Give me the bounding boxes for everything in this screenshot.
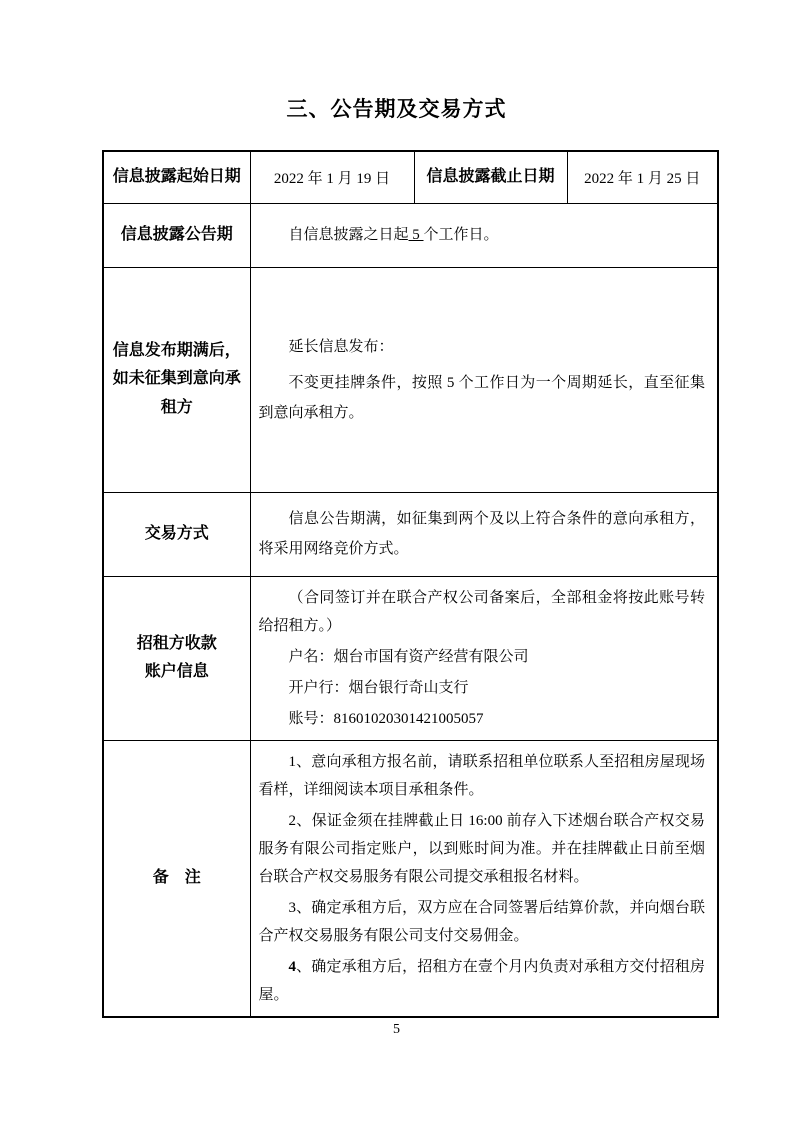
account-info-note: （合同签订并在联合产权公司备案后，全部租金将按此账号转给招租方。） bbox=[258, 589, 705, 634]
remarks-item4-number: 4 bbox=[288, 958, 296, 975]
account-name: 户名：烟台市国有资产经营有限公司 bbox=[288, 648, 529, 665]
bank-branch: 开户行：烟台银行奇山支行 bbox=[288, 679, 469, 696]
announcement-period-text bbox=[259, 220, 706, 250]
announcement-table bbox=[102, 150, 719, 1018]
transaction-method-label: 交易方式 bbox=[103, 492, 250, 576]
announcement-period-text-prefix: 自信息披露之日起 bbox=[288, 227, 409, 244]
announcement-period-label: 信息披露公告期 bbox=[103, 203, 250, 267]
remarks-item3: 3、确定承租方后，双方应在合同签署后结算价款，并向烟台联合产权交易服务有限公司支付交易佣金。 bbox=[258, 899, 705, 944]
row-transaction-method bbox=[103, 492, 718, 576]
disclosure-end-label: 信息披露截止日期 bbox=[414, 151, 567, 203]
row-remarks bbox=[103, 740, 718, 1017]
extension-policy-content bbox=[250, 267, 718, 492]
remarks-item4 bbox=[259, 953, 706, 1009]
row-disclosure-dates bbox=[103, 151, 718, 203]
disclosure-start-label: 信息披露起始日期 bbox=[103, 151, 250, 203]
row-account-info bbox=[103, 576, 718, 740]
account-info-label-line1: 招租方收款 bbox=[136, 634, 217, 652]
account-info-label-line2: 账户信息 bbox=[144, 663, 209, 681]
row-announcement-period bbox=[103, 203, 718, 267]
disclosure-start-value: 2022 年 1 月 19 日 bbox=[250, 151, 414, 203]
extension-policy-para1: 延长信息发布： bbox=[288, 338, 394, 355]
remarks-item4-text: 、确定承租方后，招租方在壹个月内负责对承租方交付招租房屋。 bbox=[258, 958, 705, 1003]
account-number: 账号：81601020301421005057 bbox=[288, 710, 484, 727]
extension-policy-para2: 不变更挂牌条件，按照 5 个工作日为一个周期延长，直至征集到意向承租方。 bbox=[258, 374, 705, 421]
transaction-method-para1: 信息公告期满，如征集到两个及以上符合条件的意向承租方，将采用网络竞价方式。 bbox=[258, 511, 705, 558]
page-number: 5 bbox=[393, 1022, 400, 1037]
remarks-content bbox=[250, 740, 718, 1017]
account-info-label bbox=[103, 576, 250, 740]
transaction-method-content bbox=[250, 492, 718, 576]
remarks-label: 备 注 bbox=[103, 740, 250, 1017]
underlined-workday-count: 5 bbox=[408, 227, 424, 244]
remarks-item2: 2、保证金须在挂牌截止日 16:00 前存入下述烟台联合产权交易服务有限公司指定账户，以到账时间为准。并在挂牌截止日前至烟台联合产权交易服务有限公司提交承租报名材料。 bbox=[258, 812, 705, 885]
account-info-content bbox=[250, 576, 718, 740]
announcement-period-text-suffix: 个工作日。 bbox=[423, 227, 499, 244]
remarks-item1: 1、意向承租方报名前，请联系招租单位联系人至招租房屋现场看样，详细阅读本项目承租条件。 bbox=[258, 753, 705, 798]
page-title: 三、公告期及交易方式 bbox=[286, 97, 507, 121]
disclosure-end-value: 2022 年 1 月 25 日 bbox=[567, 151, 718, 203]
extension-policy-label: 信息发布期满后，如未征集到意向承租方 bbox=[103, 267, 250, 492]
announcement-period-content bbox=[250, 203, 718, 267]
row-extension-policy bbox=[103, 267, 718, 492]
